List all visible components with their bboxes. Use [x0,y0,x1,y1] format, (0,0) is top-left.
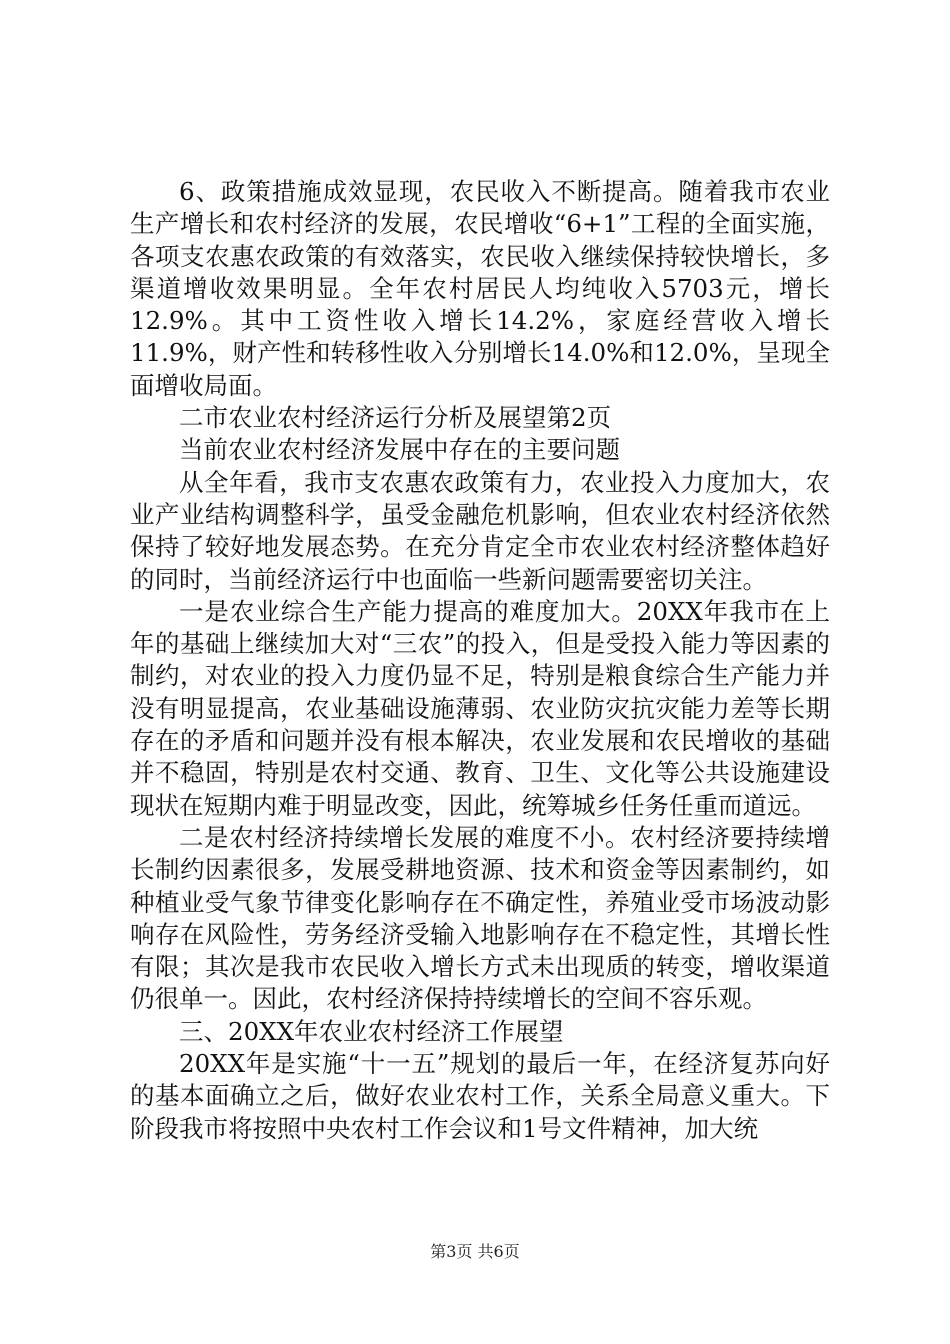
section-page-marker: 二市农业农村经济运行分析及展望第2页 [179,403,612,433]
paragraph-income-growth: 6、政策措施成效显现，农民收入不断提高。随着我市农业生产增长和农村经济的发展，农民增收“6+1”工程的全面实施，各项支农惠农政策的有效落实，农民收入继续保持较快增长，多渠道增收效果明显。全年农村居民人均纯收入5703元，增长12.9%。其中工资性收入增长14.2%，家庭经营收入增长11.9%，财产性和转移性收入分别增长14.0%和12.0%，呈现全面增收局面。 [130,177,830,400]
paragraph-outlook: 20XX年是实施“十一五”规划的最后一年，在经济复苏向好的基本面确立之后，做好农业农村工作，关系全局意义重大。下阶段我市将按照中央农村工作会议和1号文件精神，加大统 [130,1049,830,1143]
paragraph-problem-two: 二是农村经济持续增长发展的难度不小。农村经济要持续增长制约因素很多，发展受耕地资源、技术和资金等因素制约，如种植业受气象节律变化影响存在不确定性，养殖业受市场波动影响存在风险性，劳务经济受输入地影响存在不稳定性，其增长性有限；其次是我市农民收入增长方式未出现质的转变，增收渠道仍很单一。因此，农村经济保持持续增长的空间不容乐观。 [130,822,830,1014]
section-heading-problems: 当前农业农村经济发展中存在的主要问题 [179,435,620,465]
section-heading-outlook: 三、20XX年农业农村经济工作展望 [179,1016,564,1046]
paragraph-problem-one: 一是农业综合生产能力提高的难度加大。20XX年我市在上年的基础上继续加大对“三农”的投入，但是受投入能力等因素的制约，对农业的投入力度仍显不足，特别是粮食综合生产能力并没有明显提高，农业基础设施薄弱、农业防灾抗灾能力差等长期存在的矛盾和问题并没有根本解决，农业发展和农民增收的基础并不稳固，特别是农村交通、教育、卫生、文化等公共设施建设现状在短期内难于明显改变，因此，统筹城乡任务任重而道远。 [130,596,830,820]
paragraph-overview: 从全年看，我市支农惠农政策有力，农业投入力度加大，农业产业结构调整科学，虽受金融危机影响，但农业农村经济依然保持了较好地发展态势。在充分肯定全市农业农村经济整体趋好的同时，当前经济运行中也面临一些新问题需要密切关注。 [130,467,830,594]
document-body [130,176,830,1145]
page-footer: 第3页 共6页 [430,1242,520,1261]
